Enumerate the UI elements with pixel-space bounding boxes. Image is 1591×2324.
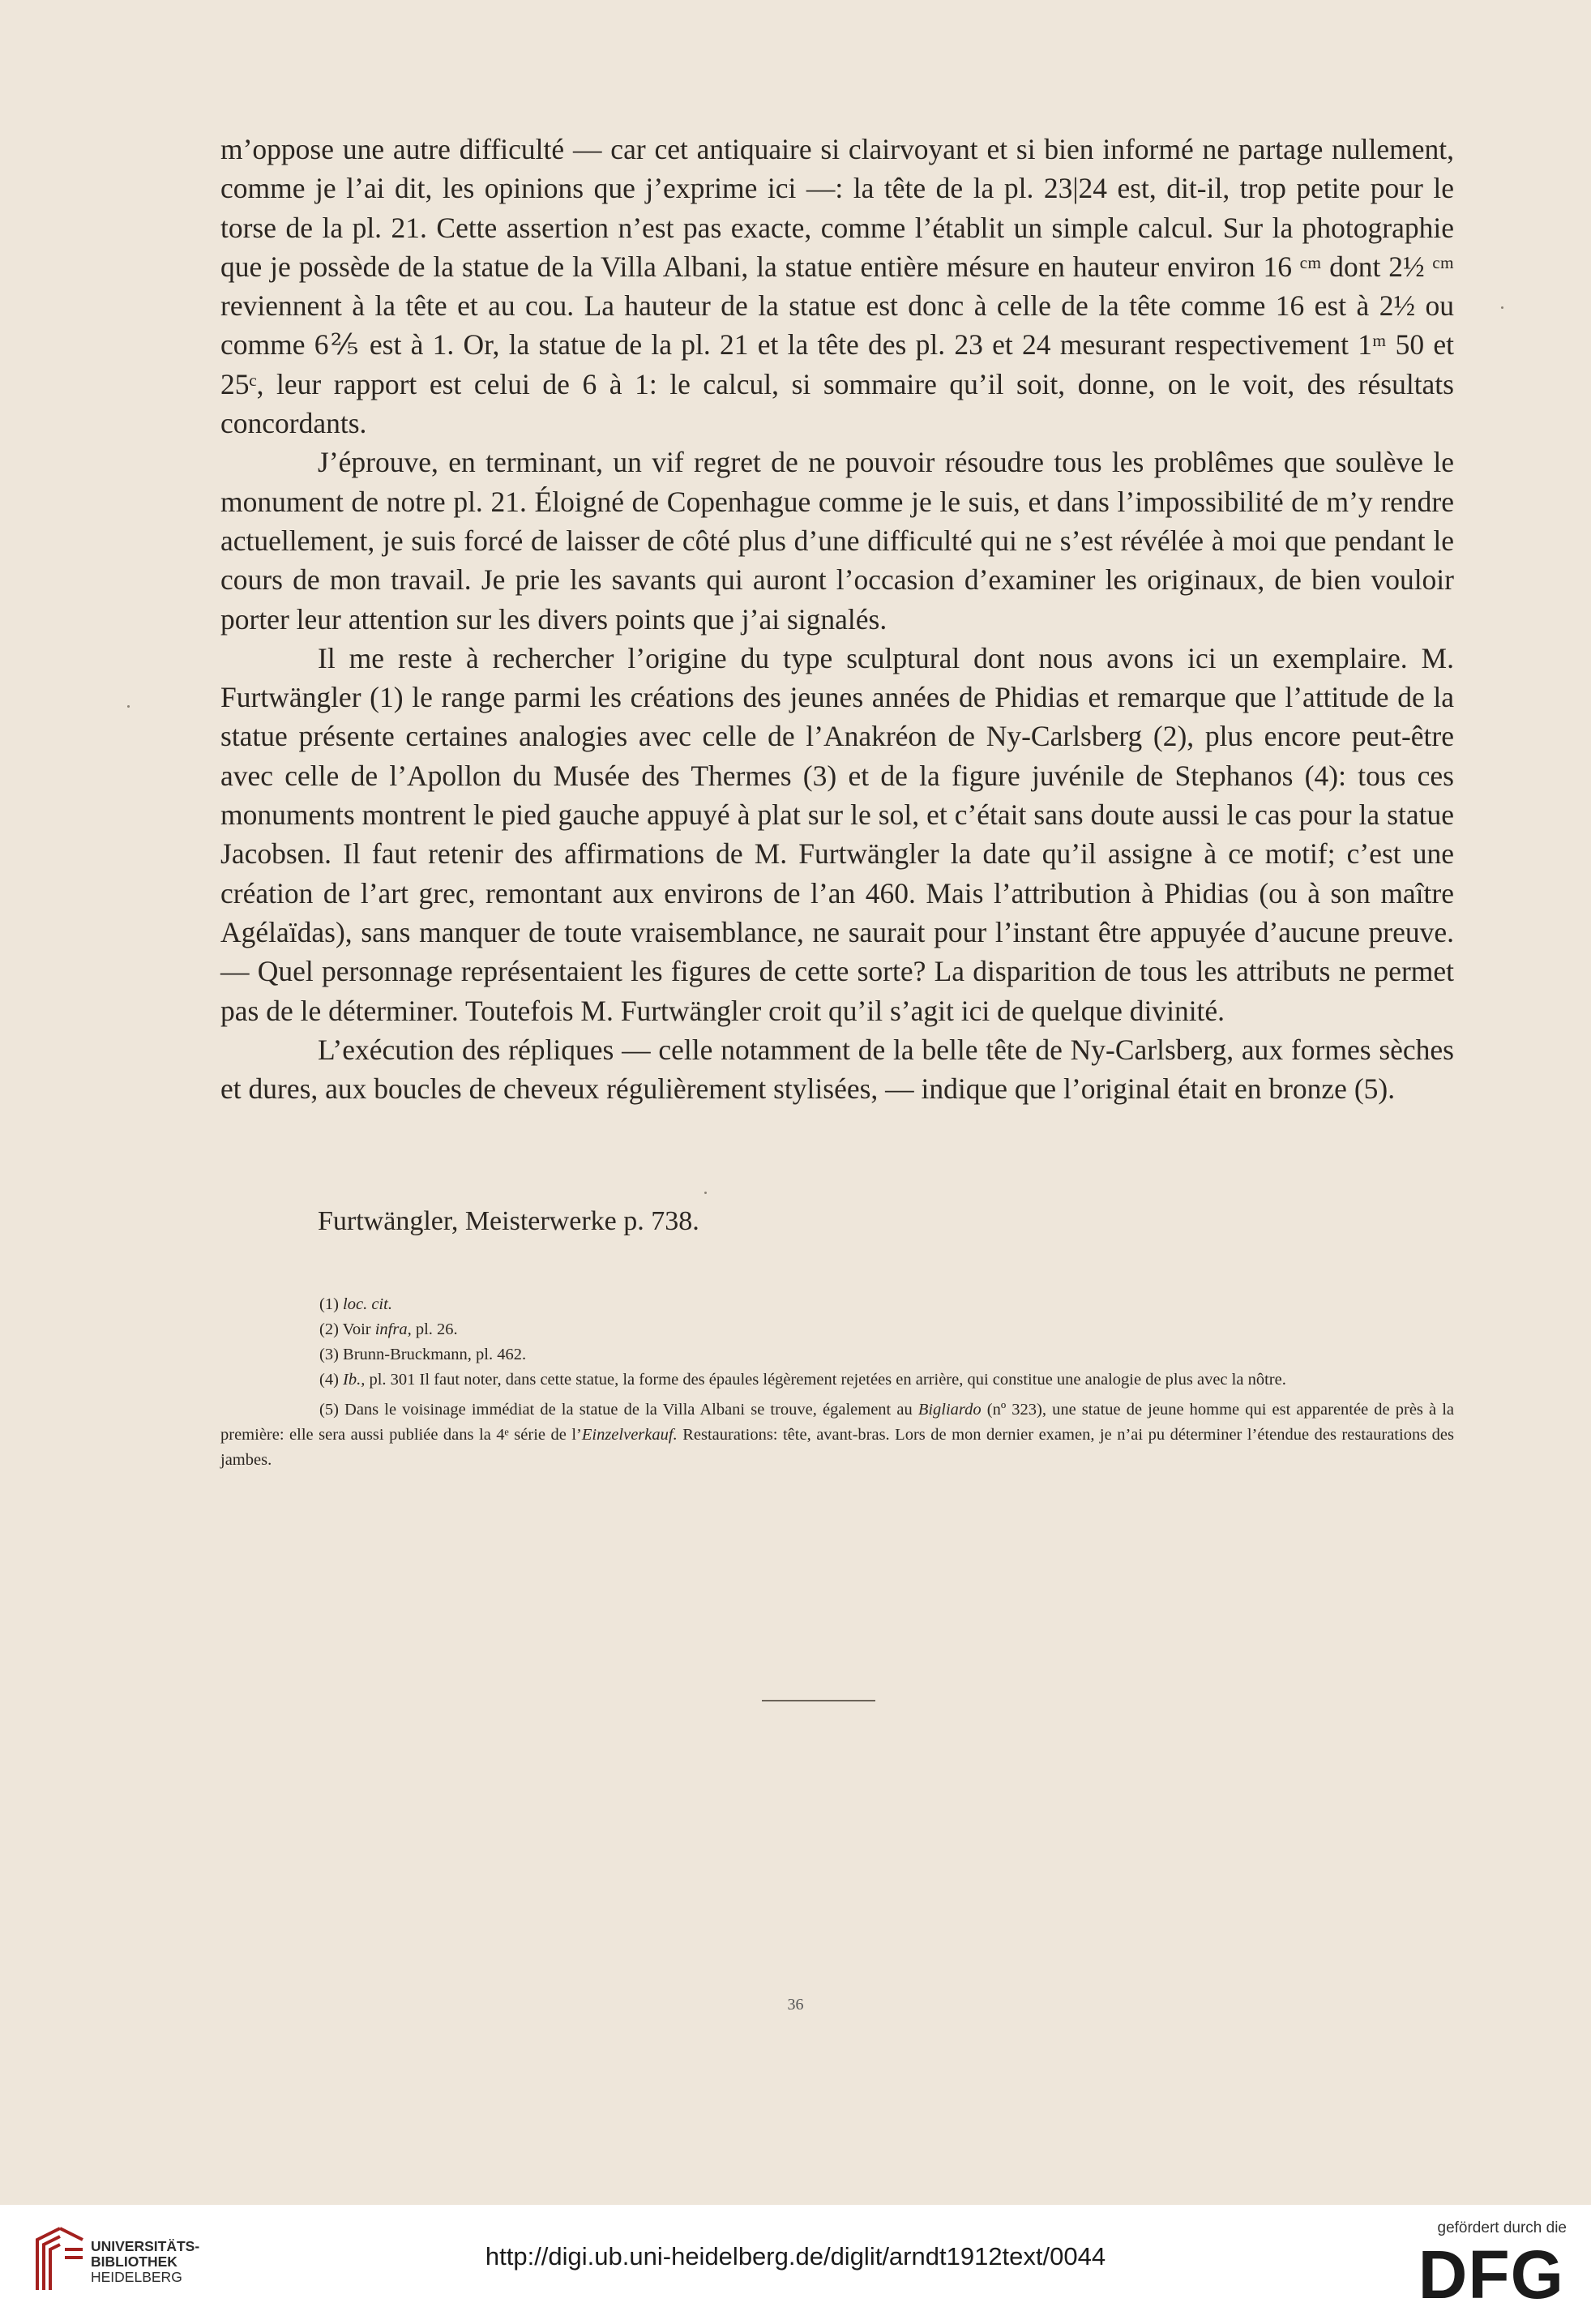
paragraph-4: L’exécution des répliques — celle notamment de la belle tête de Ny-Carlsberg, aux formes sèches et dures, aux boucles de cheveux régulièrement stylisées, — indique que l’original était en bronze (5). bbox=[220, 1033, 1454, 1106]
paper-speck bbox=[1501, 306, 1503, 309]
page-number: 36 bbox=[787, 1996, 804, 2014]
footnote-2: (2) Voir infra, pl. 26. bbox=[319, 1320, 458, 1338]
paragraph-1: m’oppose une autre difficulté — car cet antiquaire si clairvoyant et si bien informé ne partage nullement, comme je l’ai dit, les opinions que j’exprime ici —: la tête de la pl. 23|24 est, dit-il, trop petite pour le torse de la pl. 21. Cette assertion n’est pas exacte, comme l’établit un simple calcul. Sur la photographie que je possède de la statue de la Villa Albani, la statue entière mésure en hauteur environ 16 ᶜᵐ dont 2½ ᶜᵐ reviennent à la tête et au cou. La hauteur de la statue est donc à celle de la tête comme 16 est à 2½ ou comme 6⅖ est à 1. Or, la statue de la pl. 21 et la tête des pl. 23 et 24 mesurant respectivement 1ᵐ 50 et 25ᶜ, leur rapport est celui de 6 à 1: le calcul, si sommaire qu’il soit, donne, on le voit, des résultats concordants. bbox=[220, 133, 1454, 440]
paragraph-2: J’éprouve, en terminant, un vif regret de ne pouvoir résoudre tous les problêmes que soulève le monument de notre pl. 21. Éloigné de Copenhague comme je le suis, et dans l’impossibilité de m’y rendre actuellement, je suis forcé de laisser de côté plus d’une difficulté qui ne s’est révélée à moi que pendant le cours de mon travail. Je prie les savants qui auront l’occasion d’examiner les originaux, de bien vouloir porter leur attention sur les divers points que j’ai signalés. bbox=[220, 446, 1454, 636]
paper-speck bbox=[127, 705, 130, 708]
footnote-1: (1) loc. cit. bbox=[319, 1295, 392, 1313]
paper-speck bbox=[704, 1192, 707, 1194]
main-text bbox=[220, 130, 1454, 1108]
bibliographic-reference: Furtwängler, Meisterwerke p. 738. bbox=[318, 1206, 699, 1236]
paragraph-3: Il me reste à rechercher l’origine du type sculptural dont nous avons ici un exemplaire. M. Furtwängler (1) le range parmi les créations des jeunes années de Phidias et remarque que l’attitude de la statue présente certaines analogies avec celle de l’Anakréon de Ny-Carlsberg (2), plus encore peut-être avec celle de l’Apollon du Musée des Thermes (3) et de la figure juvénile de Stephanos (4): tous ces monuments montrent le pied gauche appuyé à plat sur le sol, et c’était sans doute aussi le cas pour la statue Jacobsen. Il faut retenir des affirmations de M. Furtwängler la date qu’il assigne à ce motif; c’est une création de l’art grec, remontant aux environs de l’an 460. Mais l’attribution à Phidias (ou à son maître Agélaïdas), sans manquer de toute vraisemblance, ne saurait pour l’instant être appuyée d’aucune preuve. — Quel personnage représentaient les figures de cette sorte? La disparition de tous les attributs ne permet pas de le déterminer. Toutefois M. Furtwängler croit qu’il s’agit ici de quelque divinité. bbox=[220, 641, 1454, 1027]
permalink-url[interactable]: http://digi.ub.uni-heidelberg.de/diglit/arndt1912text/0044 bbox=[485, 2242, 1106, 2271]
footnotes bbox=[220, 1292, 1454, 1473]
dfg-logo: DFG bbox=[1418, 2236, 1564, 2313]
footnote-3: (3) Brunn-Bruckmann, pl. 462. bbox=[319, 1346, 527, 1363]
footnote-4: (4) Ib., pl. 301 Il faut noter, dans cette statue, la forme des épaules légèrement rejetées en arrière, qui constitue une analogie de plus avec la nôtre. bbox=[319, 1371, 1286, 1389]
footnote-5: (5) Dans le voisinage immédiat de la statue de la Villa Albani se trouve, également au Bigliardo (nº 323), une statue de jeune homme qui est apparentée de près à la première: elle sera aussi publiée dans la 4ᵉ série de l’Einzelverkauf. Restaurations: tête, avant-bras. Lors de mon dernier examen, je n’ai pu déterminer l’étendue des restaurations des jambes. bbox=[220, 1401, 1455, 1469]
library-name: UNIVERSITÄTS- BIBLIOTHEK HEIDELBERG bbox=[91, 2238, 200, 2285]
funder-label: gefördert durch die bbox=[1437, 2219, 1567, 2236]
separator-rule bbox=[762, 1700, 875, 1701]
